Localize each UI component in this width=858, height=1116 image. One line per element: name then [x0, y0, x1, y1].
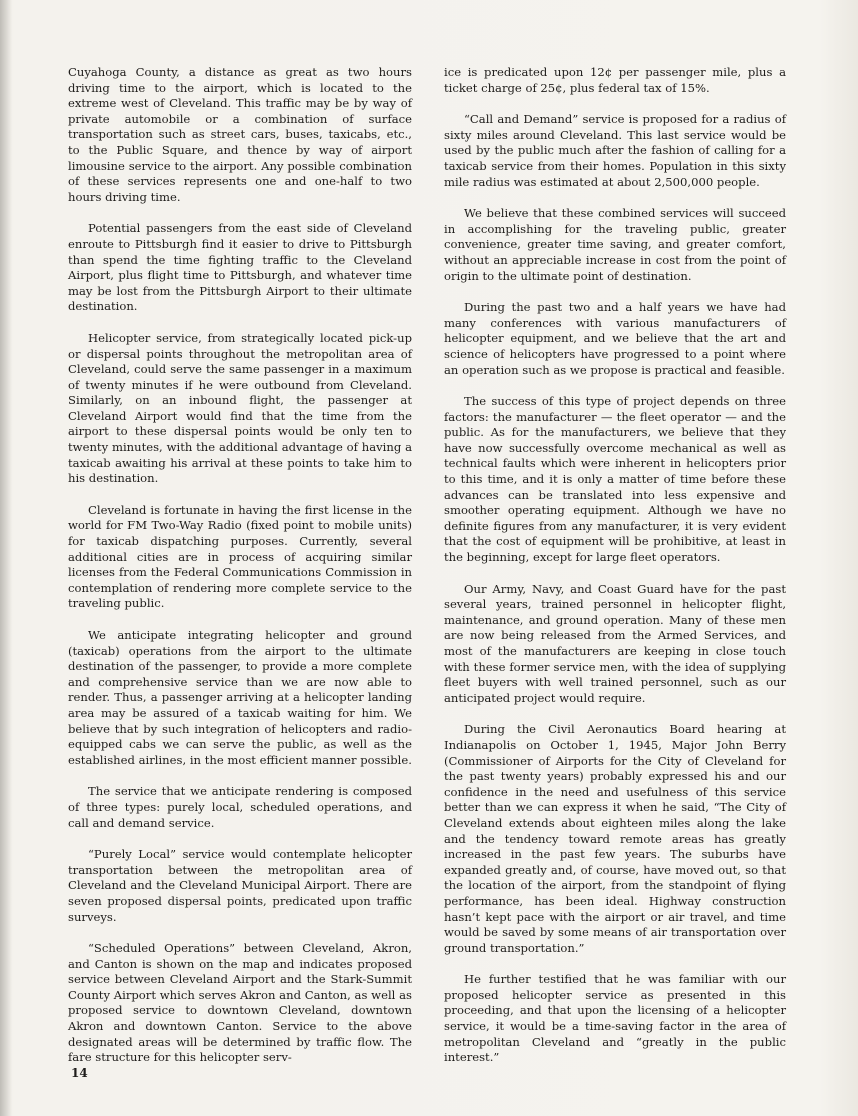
- paragraph: ice is predicated upon 12¢ per passenger mile, plus a ticket charge of 25¢, plus federal tax of 15%.: [444, 65, 786, 95]
- paragraph: Cleveland is fortunate in having the first license in the world for FM Two-Way Radio (fixed point to mobile units) for taxicab dispatching purposes. Currently, several additional cities are in process of acquiring similar licenses from the Federal Communications Commission in contemplation of rendering more complete service to the traveling public.: [68, 502, 412, 611]
- binding-shadow: [0, 0, 12, 1116]
- paragraph: He further testified that he was familiar with our proposed helicopter service as presented in this proceeding, and that upon the licensing of a helicopter service, it would be a time-saving factor in the area of metropolitan Cleveland and “greatly in the public interest.”: [444, 972, 786, 1065]
- page-number: 14: [71, 1066, 88, 1080]
- paragraph: Cuyahoga County, a distance as great as two hours driving time to the airport, which is located to the extreme west of Cleveland. This traffic may be by way of private automobile or a combination of surface transportation such as street cars, buses, taxicabs, etc., to the Public Square, and thence by way of airport limousine service to the airport. Any possible combination of these services represents one and one-half to two hours driving time.: [68, 65, 412, 204]
- paragraph: “Purely Local” service would contemplate helicopter transportation between the metropolitan area of Cleveland and the Cleveland Municipal Airport. There are seven proposed dispersal points, predicated upon traffic surveys.: [68, 847, 412, 924]
- paragraph: During the Civil Aeronautics Board hearing at Indianapolis on October 1, 1945, Major John Berry (Commissioner of Airports for the City of Cleveland for the past twenty years) probably expressed his and our confidence in the need and usefulness of this service better than we can express it when he said, “The City of Cleveland extends about eighteen miles along the lake and the tendency toward remote areas has greatly increased in the past few years. The suburbs have expanded greatly and, of course, have moved out, so that the location of the airport, from the standpoint of flying performance, has been ideal. Highway construction hasn’t kept pace with the airport or air travel, and time would be saved by some means of air transportation over ground transportation.”: [444, 722, 786, 955]
- paragraph: The service that we anticipate rendering is composed of three types: purely local, scheduled operations, and call and demand service.: [68, 784, 412, 830]
- paragraph: “Call and Demand” service is proposed for a radius of sixty miles around Cleveland. This last service would be used by the public much after the fashion of calling for a taxicab service from their homes. Population in this sixty mile radius was estimated at about 2,500,000 people.: [444, 112, 786, 189]
- paragraph: We believe that these combined services will succeed in accomplishing for the traveling public, greater convenience, greater time saving, and greater comfort, without an appreciable increase in cost from the point of origin to the ultimate point of destination.: [444, 206, 786, 283]
- paragraph: The success of this type of project depends on three factors: the manufacturer — the fleet operator — and the public. As for the manufacturers, we believe that they have now successfully overcome mechanical as well as technical faults which were inherent in helicopters prior to this time, and it is only a matter of time before these advances can be translated into less expensive and smoother operating equipment. Although we have no definite figures from any manufacturer, it is very evident that the cost of equipment will be prohibitive, at least in the beginning, except for large fleet operators.: [444, 394, 786, 565]
- paragraph: We anticipate integrating helicopter and ground (taxicab) operations from the airport to the ultimate destination of the passenger, to provide a more complete and comprehensive service than we are now able to render. Thus, a passenger arriving at a helicopter landing area may be assured of a taxicab waiting for him. We believe that by such integration of helicopters and radio-equipped cabs we can serve the public, as well as the established airlines, in the most efficient manner possible.: [68, 628, 412, 767]
- paragraph: Our Army, Navy, and Coast Guard have for the past several years, trained personnel in helicopter flight, maintenance, and ground operation. Many of these men are now being released from the Armed Services, and most of the manufacturers are keeping in close touch with these former service men, with the idea of supplying fleet buyers with well trained personnel, such as our anticipated project would require.: [444, 581, 786, 705]
- paragraph: During the past two and a half years we have had many conferences with various manufacturers of helicopter equipment, and we believe that the art and science of helicopters have progressed to a point where an operation such as we propose is practical and feasible.: [444, 300, 786, 377]
- paragraph: Potential passengers from the east side of Cleveland enroute to Pittsburgh find it easier to drive to Pittsburgh than spend the time fighting traffic to the Cleveland Airport, plus flight time to Pittsburgh, and whatever time may be lost from the Pittsburgh Airport to their ultimate destination.: [68, 221, 412, 314]
- left-column: [68, 65, 412, 1082]
- right-column: [444, 65, 786, 1082]
- paragraph: “Scheduled Operations” between Cleveland, Akron, and Canton is shown on the map and indicates proposed service between Cleveland Airport and the Stark-Summit County Airport which serves Akron and Canton, as well as proposed service to downtown Cleveland, downtown Akron and downtown Canton. Service to the above designated areas will be determined by traffic flow. The fare structure for this helicopter serv-: [68, 941, 412, 1065]
- paragraph: Helicopter service, from strategically located pick-up or dispersal points throughout the metropolitan area of Cleveland, could serve the same passenger in a maximum of twenty minutes if he were outbound from Cleveland. Similarly, on an inbound flight, the passenger at Cleveland Airport would find that the time from the airport to these dispersal points would be only ten to twenty minutes, with the additional advantage of having a taxicab awaiting his arrival at these points to take him to his destination.: [68, 330, 412, 486]
